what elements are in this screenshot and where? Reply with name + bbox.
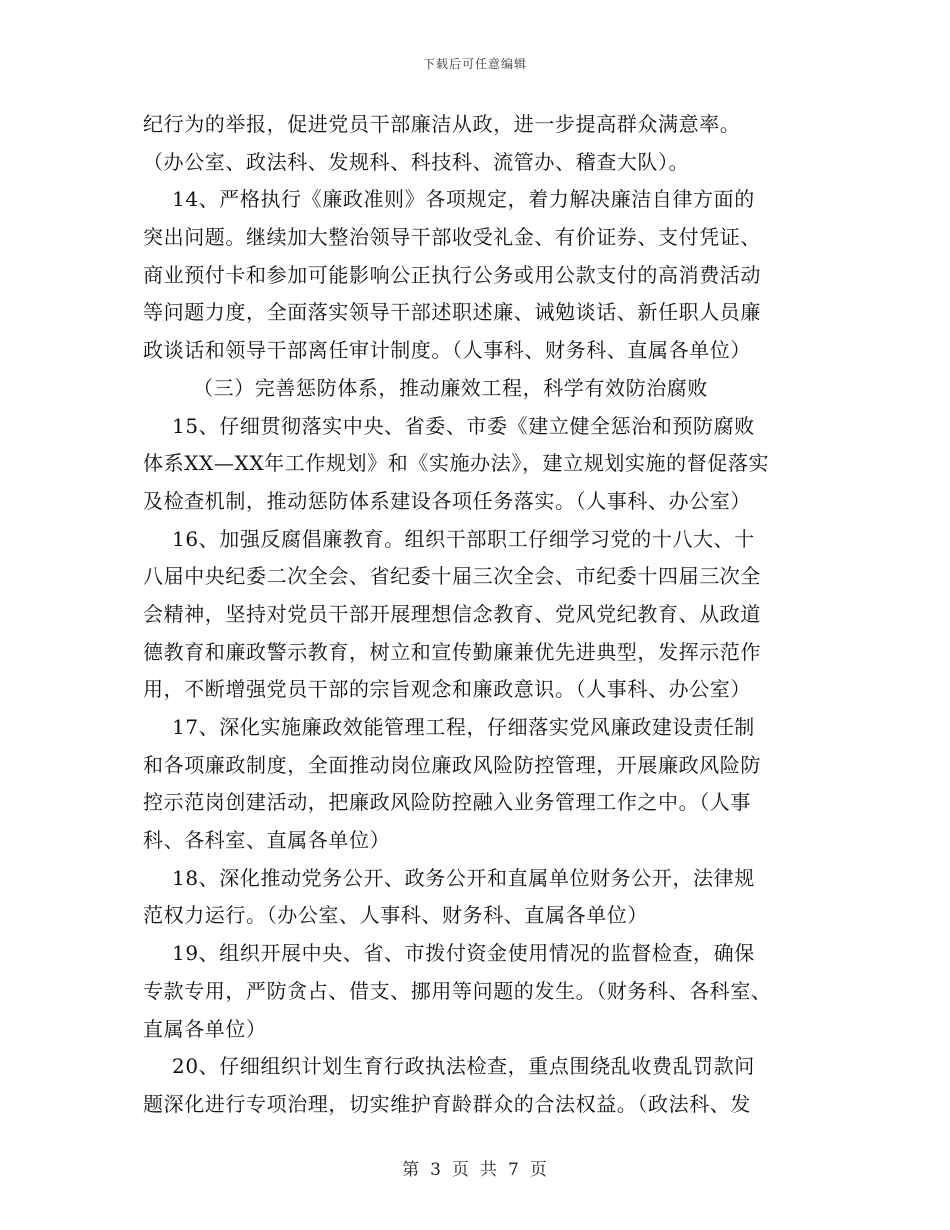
body-line: 题深化进行专项治理，切实维护育龄群众的合法权益。（政法科、发: [143, 1091, 751, 1116]
body-line: 商业预付卡和参加可能影响公正执行公务或用公款支付的高消费活动: [143, 262, 761, 287]
body-line: 政谈话和领导干部离任审计制度。（人事科、财务科、直属各单位）: [143, 338, 751, 363]
paragraph-15-start: 15、仔细贯彻落实中央、省委、市委《建立健全惩治和预防腐败: [172, 413, 755, 438]
footer-suffix: 页: [529, 1160, 548, 1180]
body-line: 范权力运行。（办公室、人事科、财务科、直属各单位）: [143, 903, 648, 928]
body-line: （办公室、政法科、发规科、科技科、流管办、稽查大队）。: [143, 149, 690, 174]
page-header: 下载后可任意编辑: [422, 57, 527, 71]
section-heading: （三）完善惩防体系，推动廉效工程，科学有效防治腐败: [193, 375, 708, 400]
paragraph-16-start: 16、加强反腐倡廉教育。组织干部职工仔细学习党的十八大、十: [172, 526, 755, 551]
body-line: 体系XX—XX年工作规划》和《实施办法》，建立规划实施的督促落实: [143, 451, 770, 476]
paragraph-14-start: 14、严格执行《廉政准则》各项规定，着力解决廉洁自律方面的: [172, 187, 755, 212]
paragraph-20-start: 20、仔细组织计划生育行政执法检查，重点围绕乱收费乱罚款问: [172, 1054, 755, 1079]
paragraph-17-start: 17、深化实施廉政效能管理工程，仔细落实党风廉政建设责任制: [172, 715, 755, 739]
body-line: 八届中央纪委二次全会、省纪委十届三次全会、市纪委十四届三次全: [143, 564, 761, 589]
body-line: 科、各科室、直属各单位）: [143, 828, 391, 853]
footer-page-number: 3: [430, 1160, 442, 1180]
footer-page-word: 页: [452, 1160, 470, 1180]
footer-total-word: 共: [480, 1160, 498, 1180]
footer-prefix: 第: [402, 1160, 421, 1180]
body-line: 用，不断增强党员干部的宗旨观念和廉政意识。（人事科、办公室）: [143, 677, 751, 702]
body-line: 专款专用，严防贪占、借支、挪用等问题的发生。（财务科、各科室、: [143, 978, 772, 1003]
paragraph-19-start: 19、组织开展中央、省、市拨付资金使用情况的监督检查，确保: [172, 941, 755, 966]
paragraph-18-start: 18、深化推动党务公开、政务公开和直属单位财务公开，法律规: [172, 865, 755, 890]
body-line: 控示范岗创建活动，把廉政风险防控融入业务管理工作之中。（人事: [143, 790, 751, 815]
body-line: 德教育和廉政警示教育，树立和宣传勤廉兼优先进典型，发挥示范作: [143, 639, 761, 664]
body-line: 直属各单位）: [143, 1016, 267, 1041]
document-body: [143, 106, 803, 1124]
body-line: 突出问题。继续加大整治领导干部收受礼金、有价证券、支付凭证、: [143, 225, 761, 250]
body-line: 及检查机制，推动惩防体系建设各项任务落实。（人事科、办公室）: [143, 488, 751, 513]
body-line: 纪行为的举报，促进党员干部廉洁从政，进一步提高群众满意率。: [143, 112, 741, 136]
body-line: 会精神，坚持对党员干部开展理想信念教育、党风党纪教育、从政道: [143, 601, 761, 626]
footer-total-pages: 7: [508, 1160, 520, 1180]
page-footer: [0, 1155, 950, 1180]
body-line: 等问题力度，全面落实领导干部述职述廉、诫勉谈话、新任职人员廉: [143, 300, 761, 325]
body-line: 和各项廉政制度，全面推动岗位廉政风险防控管理，开展廉政风险防: [143, 752, 761, 777]
